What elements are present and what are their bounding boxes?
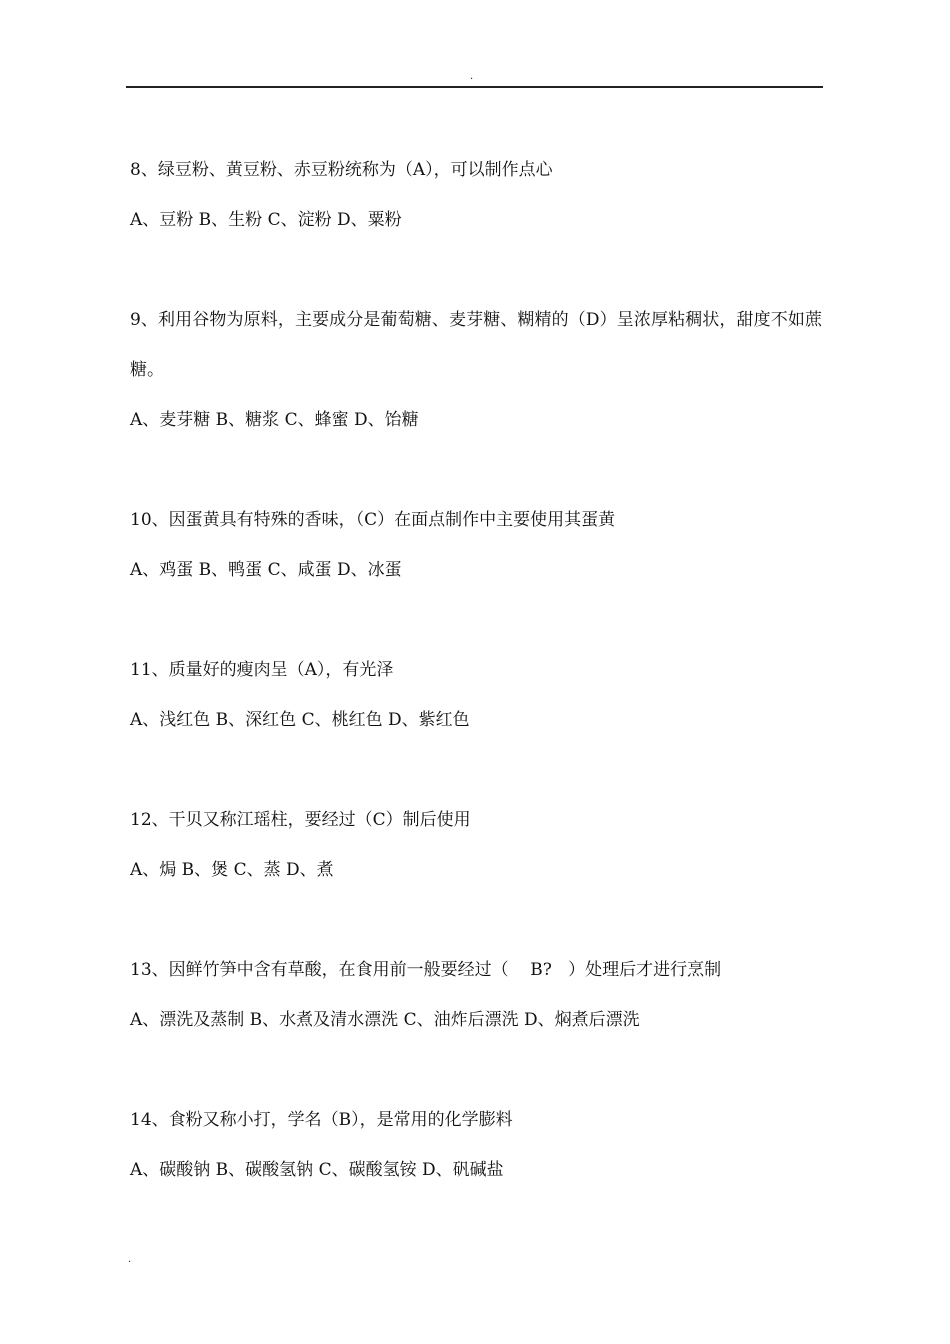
question-stem: 10、因蛋黄具有特殊的香味，（C）在面点制作中主要使用其蛋黄: [130, 510, 616, 530]
question-stem: 12、干贝又称江瑶柱，要经过（C）制后使用: [130, 810, 471, 830]
question-stem: 14、食粉又称小打，学名（B），是常用的化学膨料: [130, 1110, 513, 1130]
question-options: A、碳酸钠 B、碳酸氢钠 C、碳酸氢铵 D、矾碱盐: [130, 1160, 504, 1180]
question-list: [130, 145, 822, 1245]
header-rule: [126, 86, 823, 88]
question-11: [130, 645, 822, 745]
question-options: A、浅红色 B、深红色 C、桃红色 D、紫红色: [130, 710, 470, 730]
question-options: A、鸡蛋 B、鸭蛋 C、咸蛋 D、冰蛋: [130, 560, 402, 580]
question-10: [130, 495, 822, 595]
question-8: [130, 145, 822, 245]
question-stem: 11、质量好的瘦肉呈（A），有光泽: [130, 660, 394, 680]
question-stem: 9、利用谷物为原料，主要成分是葡萄糖、麦芽糖、糊精的（D）呈浓厚粘稠状，甜度不如蔗糖。: [130, 310, 822, 380]
question-13: [130, 945, 822, 1045]
question-options: A、焗 B、煲 C、蒸 D、煮: [130, 860, 334, 880]
question-options: A、麦芽糖 B、糖浆 C、蜂蜜 D、饴糖: [130, 410, 419, 430]
question-options: A、豆粉 B、生粉 C、淀粉 D、粟粉: [130, 210, 402, 230]
question-options: A、漂洗及蒸制 B、水煮及清水漂洗 C、油炸后漂洗 D、焖煮后漂洗: [130, 1010, 640, 1030]
question-stem: 8、绿豆粉、黄豆粉、赤豆粉统称为（A），可以制作点心: [130, 160, 553, 180]
question-12: [130, 795, 822, 895]
question-14: [130, 1095, 822, 1195]
question-stem: 13、因鲜竹笋中含有草酸，在食用前一般要经过（ B? ）处理后才进行烹制: [130, 960, 722, 980]
footer-mark: .: [128, 1254, 132, 1265]
question-9: [130, 295, 822, 445]
header-mark: .: [470, 71, 474, 82]
